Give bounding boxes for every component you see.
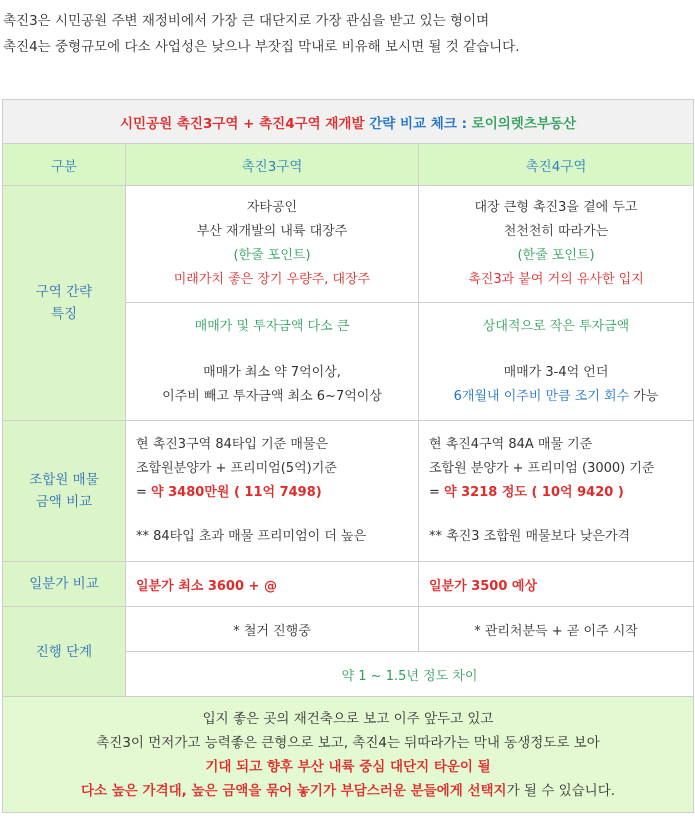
- zone3-general-price: 일분가 최소 3600 + @: [126, 562, 419, 607]
- table-title: [3, 100, 694, 144]
- zone3-feature-summary: [126, 186, 419, 303]
- header-category: 구분: [3, 144, 126, 186]
- zone3-price-eq-prefix: =: [136, 485, 152, 500]
- zone4-feature-line-2: 천천천히 따라가는: [503, 224, 609, 239]
- feature-label-line-1: 구역 간략: [35, 284, 93, 300]
- zone4-investment-line-1: 매매가 3-4억 언더: [503, 364, 609, 380]
- feature-label: [3, 186, 126, 421]
- zone4-investment: [419, 303, 694, 421]
- feature-row-a: [3, 186, 694, 303]
- zone4-point-label: (한줄 포인트): [517, 248, 595, 263]
- price-label-line-2: 금액 비교: [35, 494, 93, 510]
- zone4-price-eq-prefix: =: [429, 485, 445, 500]
- price-row: [3, 421, 694, 562]
- general-price-label: 일분가 비교: [3, 562, 126, 607]
- zone4-point-desc: 촉진3과 붙여 거의 유사한 입지: [468, 272, 644, 287]
- summary-line-4-tail: 가 될 수 있습니다.: [506, 782, 616, 799]
- table-title-main: 시민공원 촉진3구역 + 촉진4구역 재개발: [120, 115, 365, 132]
- stage-label: 진행 단계: [3, 607, 126, 697]
- summary-line-4-highlight: 다소 높은 가격대, 높은 금액을 묶어 놓기가 부담스러운 분들에게 선택지: [80, 782, 507, 799]
- price-label-line-1: 조합원 매물: [29, 472, 99, 488]
- feature-label-line-2: 특징: [50, 306, 78, 322]
- stage-gap: 약 1 ~ 1.5년 정도 차이: [126, 652, 694, 697]
- stage-row-a: [3, 607, 694, 652]
- zone3-investment: [126, 303, 419, 421]
- header-zone3: 촉진3구역: [126, 144, 419, 186]
- table-title-check: 간략 비교 체크 :: [369, 115, 472, 132]
- zone4-feature-line-1: 대장 큰형 촉진3을 곁에 두고: [474, 200, 638, 215]
- intro-text: [3, 8, 693, 60]
- zone4-price-result: [429, 481, 693, 505]
- summary-line-2: 촉진3이 먼저가고 능력좋은 큰형으로 보고, 촉진4는 뒤따라가는 막내 동생정도로 보아: [96, 734, 600, 751]
- zone4-price-line-2: 조합원 분양가 + 프리미엄 (3000) 기준: [429, 461, 655, 476]
- zone4-price: [419, 421, 694, 562]
- intro-line-2: 촉진4는 중형규모에 다소 사업성은 낮으나 부잣집 막내로 비유해 보시면 될 것 같습니다.: [3, 39, 520, 55]
- zone3-price: [126, 421, 419, 562]
- zone3-price-result: [136, 481, 418, 505]
- table-title-author: 로이의렛츠부동산: [471, 115, 576, 132]
- zone3-stage: * 철거 진행중: [126, 607, 419, 652]
- zone4-stage: * 관리처분득 + 곧 이주 시작: [419, 607, 694, 652]
- zone4-payback-tail: 가능: [629, 388, 659, 404]
- zone3-point-label: (한줄 포인트): [233, 248, 311, 263]
- zone4-investment-head: 상대적으로 작은 투자금액: [482, 318, 630, 334]
- price-label: [3, 421, 126, 562]
- header-row: [3, 144, 694, 186]
- zone3-investment-head: 매매가 및 투자금액 다소 큰: [194, 318, 350, 334]
- comparison-table: [2, 99, 694, 813]
- zone3-price-eq: 약 3480만원 ( 11억 7498): [151, 485, 322, 500]
- zone4-price-note: ** 촉진3 조합원 매물보다 낮은가격: [429, 529, 631, 544]
- zone4-price-eq: 약 3218 정도 ( 10억 9420 ): [444, 485, 624, 500]
- zone3-feature-line-1: 자타공인: [246, 200, 298, 215]
- zone4-feature-summary: [419, 186, 694, 303]
- summary-row: [3, 697, 694, 813]
- zone3-price-line-1: 현 촉진3구역 84타입 기준 매물은: [136, 437, 329, 452]
- zone3-price-note: ** 84타입 초과 매물 프리미엄이 더 높은: [136, 529, 367, 544]
- zone3-investment-line-2: 이주비 빼고 투자금액 최소 6~7억이상: [162, 388, 382, 404]
- header-zone4: 촉진4구역: [419, 144, 694, 186]
- zone3-investment-line-1: 매매가 최소 약 7억이상,: [203, 364, 341, 380]
- zone3-point-desc: 미래가치 좋은 장기 우량주, 대장주: [173, 272, 371, 287]
- summary-text: [3, 697, 694, 813]
- intro-line-1: 촉진3은 시민공원 주변 재정비에서 가장 큰 대단지로 가장 관심을 받고 있는 형이며: [3, 13, 490, 29]
- general-price-row: [3, 562, 694, 607]
- zone4-investment-line-2: [419, 385, 693, 409]
- table-title-row: [3, 100, 694, 144]
- summary-line-4: [3, 779, 693, 803]
- summary-line-1: 입지 좋은 곳의 재건축으로 보고 이주 앞두고 있고: [202, 710, 494, 727]
- zone4-price-line-1: 현 촉진4구역 84A 매물 기준: [429, 437, 593, 452]
- zone3-price-line-2: 조합원분양가 + 프리미엄(5억)기준: [136, 461, 337, 476]
- summary-line-3: 기대 되고 향후 부산 내륙 중심 대단지 타운이 될: [205, 758, 491, 775]
- zone3-feature-line-2: 부산 재개발의 내륙 대장주: [196, 224, 348, 239]
- zone4-payback-text: 6개월내 이주비 만큼 조기 회수: [453, 388, 630, 404]
- zone4-general-price: 일분가 3500 예상: [419, 562, 694, 607]
